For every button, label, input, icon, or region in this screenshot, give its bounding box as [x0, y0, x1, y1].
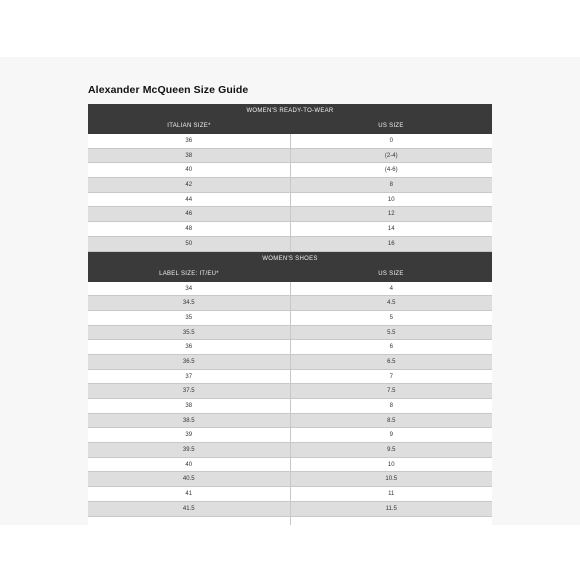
- shoes-label-size-cell: 41: [88, 487, 291, 501]
- shoes-us-size-cell: 6.5: [387, 358, 396, 365]
- shoes-table-row: [88, 326, 492, 341]
- rtw-table-row: [88, 222, 492, 237]
- shoes-table-row: [88, 311, 492, 326]
- shoes-label-size-cell: 35.5: [88, 326, 291, 340]
- rtw-col-italian-size: ITALIAN SIZE*: [167, 123, 211, 129]
- rtw-us-size-cell: 0: [389, 138, 393, 144]
- shoes-table-row: [88, 384, 492, 399]
- shoes-table-row: [88, 296, 492, 311]
- shoes-column-headers: [88, 266, 492, 282]
- shoes-col-us-size: US SIZE: [378, 270, 404, 277]
- rtw-label-size-cell: 36: [88, 134, 291, 148]
- shoes-us-size-cell: 6: [389, 344, 393, 351]
- shoes-us-size-cell: 11.5: [385, 505, 397, 512]
- shoes-table-row: [88, 517, 492, 526]
- shoes-us-size-cell: 4.5: [387, 300, 396, 307]
- shoes-label-size-cell: 40.5: [88, 472, 291, 486]
- shoes-us-size-cell: 5.5: [387, 329, 396, 336]
- shoes-table-row: [88, 428, 492, 443]
- shoes-table-row: [88, 340, 492, 355]
- rtw-label-size-cell: 44: [88, 193, 291, 207]
- rtw-table-row: [88, 149, 492, 164]
- shoes-table-row: [88, 282, 492, 297]
- rtw-label-size-cell: 42: [88, 178, 291, 192]
- rtw-label-size-cell: 50: [88, 237, 291, 251]
- shoes-table-row: [88, 443, 492, 458]
- shoes-heading: WOMEN'S SHOES: [262, 255, 318, 262]
- shoes-table-row: [88, 414, 492, 429]
- shoes-table-row: [88, 399, 492, 414]
- shoes-label-size-cell: [88, 517, 291, 526]
- shoes-us-size-cell: 9.5: [387, 447, 396, 454]
- rtw-table-row: [88, 207, 492, 222]
- shoes-label-size-cell: 37.5: [88, 384, 291, 398]
- rtw-table-row: [88, 178, 492, 193]
- shoes-table-row: [88, 487, 492, 502]
- shoes-label-size-cell: 35: [88, 311, 291, 325]
- shoes-table-row: [88, 502, 492, 517]
- rtw-table-row: [88, 163, 492, 178]
- shoes-label-size-cell: 36: [88, 340, 291, 354]
- rtw-header: [88, 104, 492, 134]
- rtw-label-size-cell: 40: [88, 163, 291, 177]
- rtw-us-size-cell: 10: [387, 196, 395, 203]
- page-title: Alexander McQueen Size Guide: [88, 84, 249, 96]
- shoes-label-size-cell: 40: [88, 458, 291, 472]
- shoes-label-size-cell: 34: [88, 282, 291, 296]
- shoes-label-size-cell: 39.5: [88, 443, 291, 457]
- rtw-us-size-cell: 8: [389, 182, 393, 189]
- rtw-table-row: [88, 237, 492, 252]
- rtw-label-size-cell: 38: [88, 149, 291, 163]
- shoes-label-size-cell: 37: [88, 370, 291, 384]
- rtw-label-size-cell: 48: [88, 222, 291, 236]
- shoes-table-row: [88, 355, 492, 370]
- shoes-label-size-cell: 34.5: [88, 296, 291, 310]
- shoes-label-size-cell: 36.5: [88, 355, 291, 369]
- shoes-table-row: [88, 370, 492, 385]
- rtw-column-headers: [88, 118, 492, 134]
- shoes-us-size-cell: 7.5: [387, 388, 396, 395]
- rtw-us-size-cell: 14: [387, 226, 395, 233]
- shoes-label-size-cell: 41.5: [88, 502, 291, 516]
- shoes-us-size-cell: 8: [389, 403, 393, 409]
- rtw-table-row: [88, 193, 492, 208]
- rtw-heading: WOMEN'S READY-TO-WEAR: [246, 108, 334, 114]
- shoes-table-row: [88, 458, 492, 473]
- rtw-table-row: [88, 134, 492, 149]
- shoes-label-size-cell: 39: [88, 428, 291, 442]
- shoes-us-size-cell: 10: [387, 461, 395, 468]
- shoes-table-row: [88, 472, 492, 487]
- shoes-us-size-cell: 11: [388, 491, 395, 498]
- rtw-col-us-size: US SIZE: [378, 123, 404, 129]
- shoes-label-size-cell: 38.5: [88, 414, 291, 428]
- size-guide-table: [88, 104, 492, 525]
- shoes-us-size-cell: 5: [389, 314, 393, 321]
- shoes-rows: [88, 282, 492, 526]
- rtw-us-size-cell: (4-6): [384, 167, 398, 174]
- shoes-us-size-cell: 4: [389, 285, 393, 292]
- shoes-us-size-cell: [291, 517, 493, 526]
- rtw-us-size-cell: (2-4): [384, 152, 398, 159]
- rtw-rows: [88, 134, 492, 252]
- rtw-us-size-cell: 16: [387, 240, 395, 247]
- shoes-label-size-cell: 38: [88, 399, 291, 413]
- shoes-col-label-size: LABEL SIZE: IT/EU*: [159, 270, 219, 277]
- shoes-us-size-cell: 10.5: [385, 476, 398, 483]
- rtw-us-size-cell: 12: [387, 211, 395, 218]
- rtw-label-size-cell: 46: [88, 207, 291, 221]
- size-guide-page: [0, 57, 580, 525]
- shoes-us-size-cell: 7: [389, 373, 393, 380]
- shoes-us-size-cell: 9: [389, 432, 393, 439]
- shoes-us-size-cell: 8.5: [387, 417, 396, 424]
- shoes-header: [88, 252, 492, 282]
